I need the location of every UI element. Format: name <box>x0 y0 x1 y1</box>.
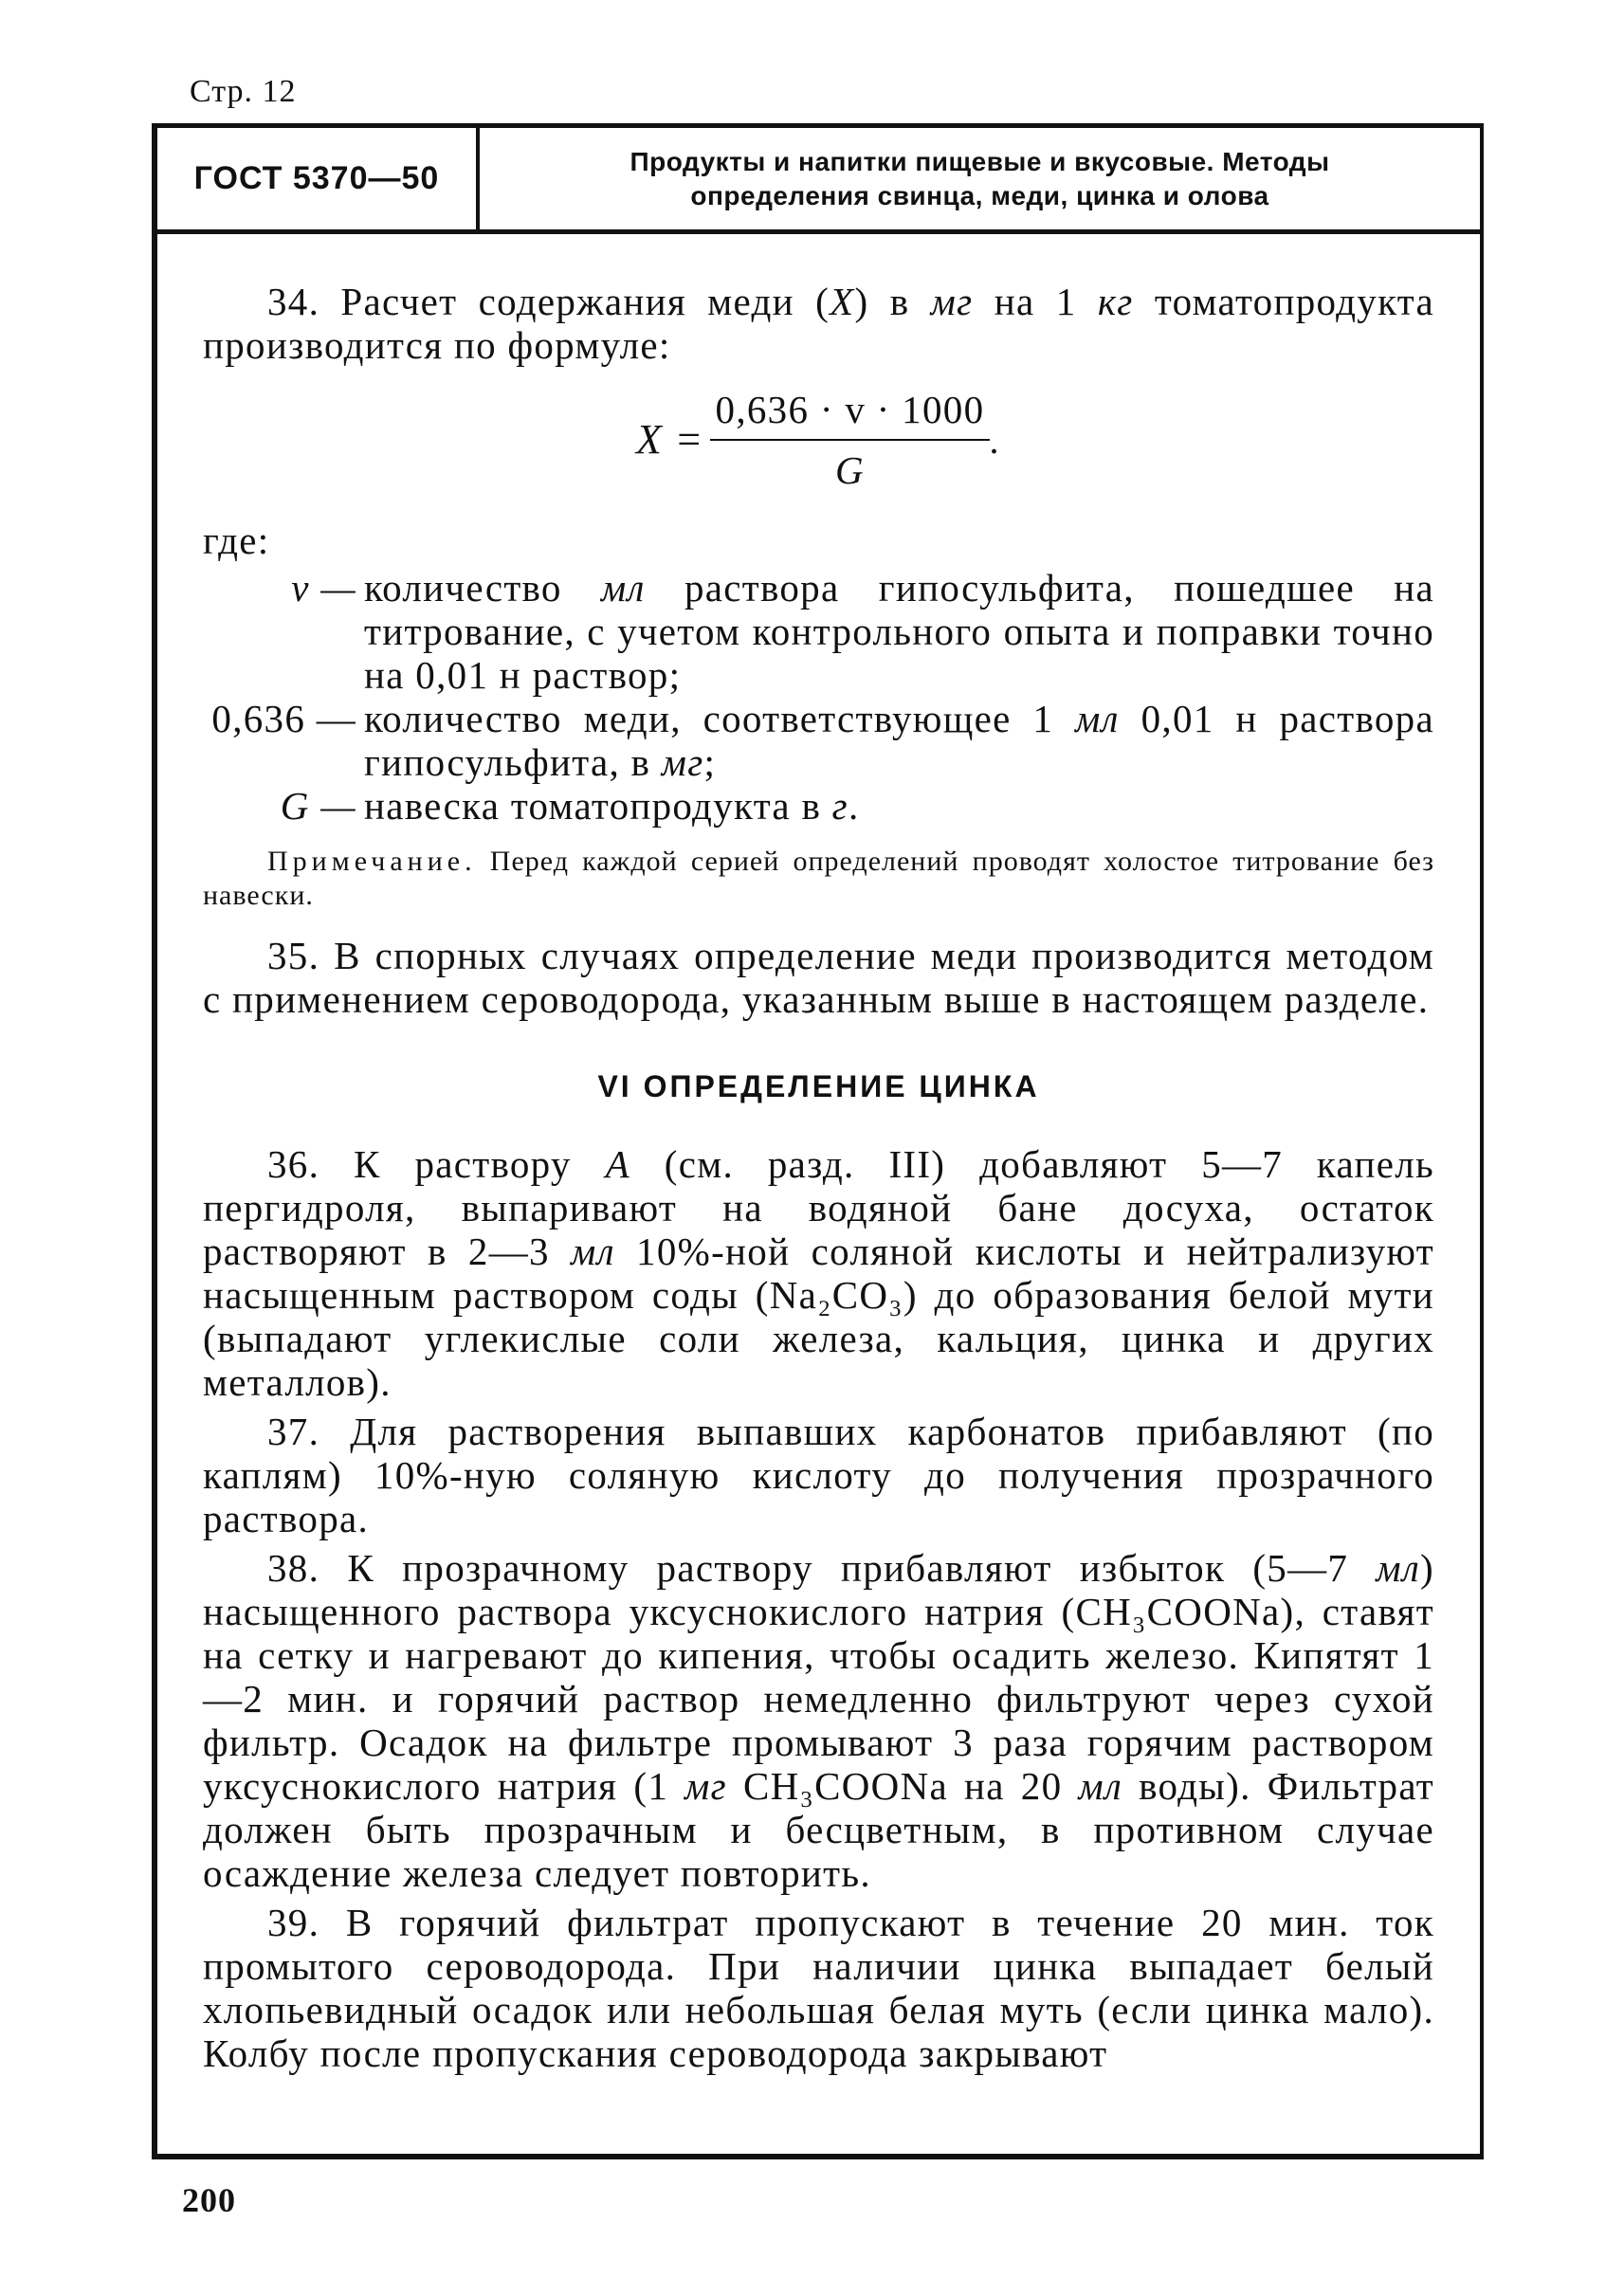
page-number: 200 <box>182 2181 236 2219</box>
document-title <box>480 128 1480 229</box>
definition-g <box>203 784 1434 828</box>
standard-code: ГОСТ 5370—50 <box>157 128 480 229</box>
definition-symbol: v — <box>291 566 356 610</box>
paragraph-38: 38. К прозрачному раствору прибавляют избыток (5—7 мл) насыщенного раствора уксуснокислого натрия (CH₃COONa), ставят на сетку и нагревают до кипения, чтобы осадить железо. Кипятят 1—2 мин. и горячий раствор немедленно фильтруют через сухой фильтр. Осадок на фильтре промывают 3 раза горячим раствором уксуснокислого натрия (1 мг CH₃COONa на 20 мл воды). Фильтрат должен быть прозрачным и бесцветным, в противном случае осаждение железа следует повторить. <box>203 1546 1434 1895</box>
document-header <box>157 128 1480 234</box>
definition-text: количество меди, соответствующее 1 мл 0,01 н раствора гипосульфита, в мг; <box>364 697 1434 784</box>
definition-symbol: G — <box>280 784 356 828</box>
definition-0636 <box>203 697 1434 784</box>
paragraph-37: 37. Для растворения выпавших карбонатов прибавляют (по каплям) 10%-ную соляную кислоту до получения прозрачного раствора. <box>203 1410 1434 1540</box>
formula-trail: . <box>990 418 1001 462</box>
document-title-line2: определения свинца, меди, цинка и олова <box>690 180 1269 210</box>
paragraph-35: 35. В спорных случаях определение меди производится методом с применением сероводорода, указанным выше в настоящем разделе. <box>203 934 1434 1021</box>
paragraph-36: 36. К раствору А (см. разд. III) добавляют 5—7 капель пергидроля, выпаривают на водяной бане досуха, остаток растворяют в 2—3 мл 10%-ной соляной кислоты и нейтрализуют насыщенным раствором соды (Na₂CO₃) до образования белой мути (выпадают углекислые соли железа, кальция, цинка и других металлов). <box>203 1142 1435 1404</box>
document-title-line1: Продукты и напитки пищевые и вкусовые. Методы <box>630 146 1330 176</box>
where-label: где: <box>203 519 270 562</box>
definition-text: количество мл раствора гипосульфита, пошедшее на титрование, с учетом контрольного опыта и поправки точно на 0,01 н раствор; <box>364 566 1434 697</box>
section-title: VI ОПРЕДЕЛЕНИЕ ЦИНКА <box>597 1069 1040 1103</box>
document-body <box>203 280 1434 2081</box>
definition-symbol: 0,636 — <box>211 697 356 740</box>
paragraph-34: 34. Расчет содержания меди (X) в мг на 1 кг томатопродукта производится по формуле: <box>203 280 1434 367</box>
formula-lhs: X = <box>636 416 704 463</box>
note-label: Примечание. <box>267 846 477 877</box>
document-frame <box>152 123 1484 2159</box>
formula-numerator: 0,636 · v · 1000 <box>710 388 991 441</box>
copper-formula <box>203 388 1434 492</box>
note-text: Перед каждой серией определений проводят холостое титрование без навески. <box>203 846 1434 911</box>
paragraph-39: 39. В горячий фильтрат пропускают в течение 20 мин. ток промытого сероводорода. При наличии цинка выпадает белый хлопьевидный осадок или небольшая белая муть (если цинка мало). Колбу после пропускания сероводорода закрывают <box>203 1901 1434 2075</box>
note <box>203 845 1434 913</box>
page-label: Стр. 12 <box>190 74 297 109</box>
formula-denominator: G <box>834 448 865 492</box>
definition-text: навеска томатопродукта в г. <box>364 784 860 828</box>
definition-v <box>203 566 1434 697</box>
formula-fraction <box>710 388 991 492</box>
